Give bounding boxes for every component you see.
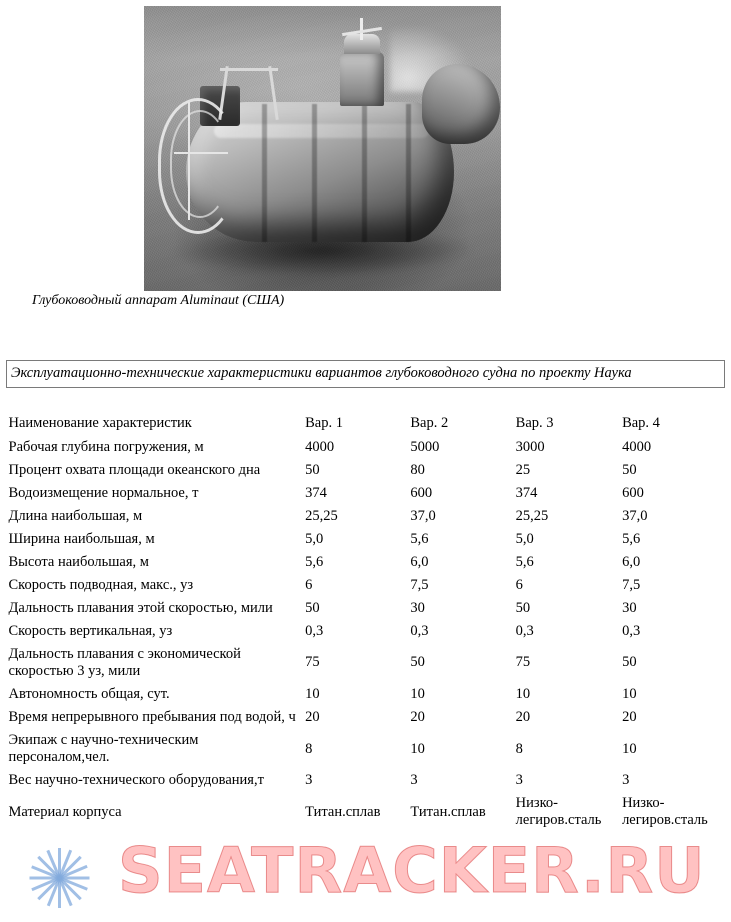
table-row (7, 643, 725, 683)
cradle-strut (188, 102, 190, 220)
cell-var4: 30 (622, 599, 637, 616)
cell-var3: 25 (515, 461, 531, 478)
cell-var3: Низко-легиров.сталь (515, 795, 602, 829)
cell-var1: 3 (305, 772, 313, 789)
cell-var4: Низко-легиров.сталь (622, 795, 708, 829)
table-row (7, 459, 725, 482)
cell-var2: 3 (410, 772, 418, 789)
column-header-var2: Вар. 2 (410, 414, 449, 431)
cell-var1: 8 (305, 740, 313, 757)
hull-band (262, 104, 267, 242)
table-row (7, 729, 725, 769)
table-row (7, 706, 725, 729)
table-row (7, 574, 725, 597)
table-header-row (7, 412, 725, 436)
cell-var2: 37,0 (410, 507, 436, 524)
cell-var3: 8 (515, 740, 523, 757)
hull-band (362, 104, 367, 242)
figure-caption: Глубоководный аппарат Aluminaut (США) (32, 293, 285, 308)
cell-var1: 0,3 (305, 622, 324, 639)
table-row (7, 528, 725, 551)
column-header-var1: Вар. 1 (305, 414, 343, 431)
cell-var2: Титан.сплав (410, 803, 486, 820)
cell-var4: 50 (622, 654, 637, 671)
row-label: Процент охвата площади океанского дна (8, 461, 261, 478)
cell-var3: 3 (515, 772, 523, 789)
cell-var1: 20 (305, 708, 320, 725)
cradle-strut (174, 152, 228, 154)
characteristics-table-wrapper (6, 360, 725, 832)
cell-var1: 6 (305, 576, 313, 593)
cell-var4: 7,5 (622, 576, 641, 593)
cell-var2: 30 (410, 599, 425, 616)
row-label: Автономность общая, сут. (8, 685, 170, 702)
cell-var2: 5000 (410, 438, 440, 455)
table-row (7, 620, 725, 643)
row-label: Высота наибольшая, м (8, 553, 149, 570)
row-label: Водоизмещение нормальное, т (8, 484, 199, 501)
cell-var4: 4000 (622, 438, 652, 455)
compass-star-icon (28, 846, 92, 910)
cell-var1: 50 (305, 599, 320, 616)
watermark (0, 828, 731, 922)
table-title: Эксплуатационно-технические характеристики вариантов глубоководного судна по проекту Наука (7, 361, 725, 388)
table-row (7, 482, 725, 505)
cell-var3: 6 (515, 576, 523, 593)
gantry-frame (214, 66, 310, 120)
row-label: Экипаж с научно-техническим персоналом,чел. (8, 732, 199, 766)
cell-var3: 5,6 (515, 553, 534, 570)
cell-var2: 20 (410, 708, 425, 725)
cell-var3: 3000 (515, 438, 545, 455)
cell-var1: 5,6 (305, 553, 324, 570)
cell-var3: 20 (515, 708, 531, 725)
cell-var1: 25,25 (305, 507, 338, 524)
conning-tower (340, 52, 384, 106)
cell-var4: 600 (622, 484, 644, 501)
cell-var1: 4000 (305, 438, 335, 455)
cell-var1: 75 (305, 654, 320, 671)
watermark-text: SEATRACKER.RU (118, 834, 706, 907)
table-spacer (7, 387, 725, 412)
table-row (7, 436, 725, 459)
column-header-var4: Вар. 4 (622, 414, 660, 431)
support-cradle-inner (170, 110, 230, 218)
cell-var2: 10 (410, 685, 425, 702)
table-row (7, 551, 725, 574)
row-label: Материал корпуса (8, 803, 122, 820)
hull-band (312, 104, 317, 242)
cell-var2: 6,0 (410, 553, 429, 570)
table-row (7, 505, 725, 528)
cell-var2: 80 (410, 461, 425, 478)
cell-var4: 10 (622, 685, 637, 702)
column-header-var3: Вар. 3 (515, 414, 554, 431)
cell-var1: 10 (305, 685, 320, 702)
row-label: Скорость подводная, макс., уз (8, 576, 194, 593)
characteristics-table (6, 360, 725, 832)
cell-var3: 10 (515, 685, 531, 702)
table-row (7, 792, 725, 832)
cell-var3: 50 (515, 599, 531, 616)
cell-var4: 0,3 (622, 622, 641, 639)
row-label: Время непрерывного пребывания под водой, ч (8, 708, 296, 725)
cell-var3: 374 (515, 484, 538, 501)
row-label: Скорость вертикальная, уз (8, 622, 173, 639)
hull-band (406, 104, 411, 242)
cell-var1: 5,0 (305, 530, 324, 547)
table-title-row (7, 361, 725, 388)
row-label: Дальность плавания этой скоростью, мили (8, 599, 273, 616)
cell-var4: 37,0 (622, 507, 648, 524)
cell-var3: 25,25 (515, 507, 549, 524)
cell-var1: 374 (305, 484, 327, 501)
row-label: Длина наибольшая, м (8, 507, 143, 524)
column-header-name: Наименование характеристик (8, 414, 192, 431)
row-label: Дальность плавания с экономической скоростью 3 уз, мили (8, 645, 241, 679)
row-label: Вес научно-технического оборудования,т (8, 772, 264, 789)
row-label: Ширина наибольшая, м (8, 530, 155, 547)
figure-image (144, 6, 501, 291)
cell-var2: 600 (410, 484, 433, 501)
cell-var2: 7,5 (410, 576, 429, 593)
cell-var3: 5,0 (515, 530, 534, 547)
cell-var2: 50 (410, 654, 425, 671)
cell-var4: 5,6 (622, 530, 641, 547)
cell-var2: 0,3 (410, 622, 429, 639)
cell-var4: 20 (622, 708, 637, 725)
cell-var2: 5,6 (410, 530, 429, 547)
table-row (7, 769, 725, 792)
cell-var3: 75 (515, 654, 531, 671)
cell-var1: 50 (305, 461, 320, 478)
hull-highlight (214, 124, 429, 138)
cell-var2: 10 (410, 740, 425, 757)
cell-var4: 3 (622, 772, 630, 789)
row-label: Рабочая глубина погружения, м (8, 438, 204, 455)
cell-var3: 0,3 (515, 622, 534, 639)
table-row (7, 597, 725, 620)
cell-var1: Титан.сплав (305, 803, 381, 820)
table-row (7, 683, 725, 706)
cell-var4: 50 (622, 461, 637, 478)
cell-var4: 6,0 (622, 553, 641, 570)
cell-var4: 10 (622, 740, 637, 757)
